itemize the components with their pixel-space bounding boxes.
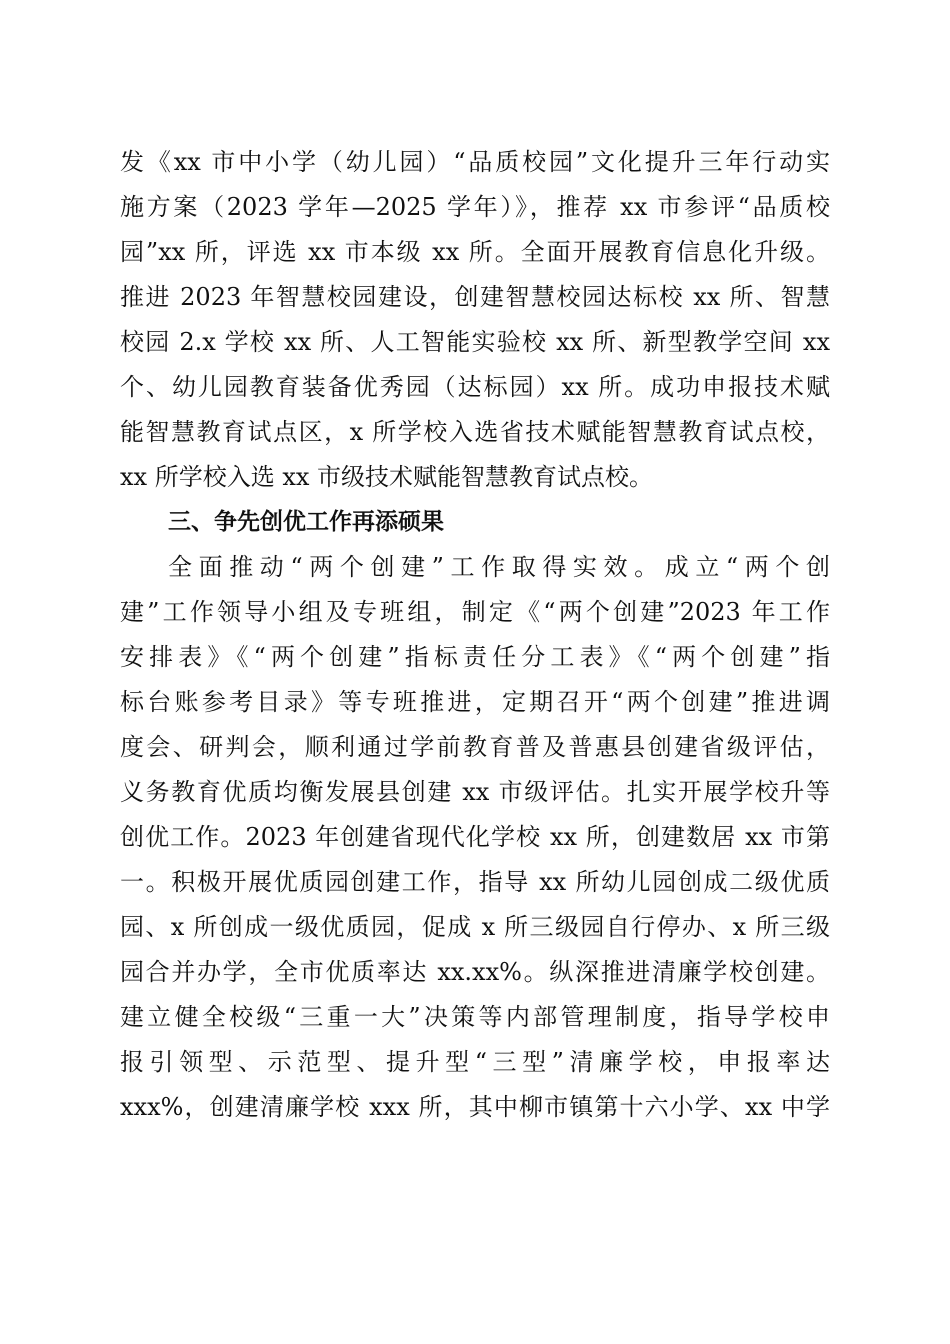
text-line: xxx%，创建清廉学校 xxx 所，其中柳市镇第十六小学、xx 中学 [120, 1093, 830, 1121]
text-line: 发《xx 市中小学（幼儿园）“品质校园”文化提升三年行动实 [120, 148, 830, 176]
paragraph-excellence-creation [120, 545, 830, 1130]
text-line: 施方案（2023 学年—2025 学年）》，推荐 xx 市参评“品质校 [120, 193, 830, 221]
section-heading: 三、争先创优工作再添硕果 [168, 509, 444, 535]
text-line: 标台账参考目录》等专班推进，定期召开“两个创建”推进调 [120, 688, 830, 716]
document-body [120, 140, 830, 1130]
text-line: xx 所学校入选 xx 市级技术赋能智慧教育试点校。 [120, 463, 654, 491]
paragraph-education-informatization [120, 140, 830, 500]
text-line: 园、x 所创成一级优质园，促成 x 所三级园自行停办、x 所三级 [120, 913, 830, 941]
text-line: 园合并办学，全市优质率达 xx.xx%。纵深推进清廉学校创建。 [120, 958, 830, 986]
text-line: 园”xx 所，评选 xx 市本级 xx 所。全面开展教育信息化升级。 [120, 238, 830, 266]
text-line: 校园 2.x 学校 xx 所、人工智能实验校 xx 所、新型教学空间 xx [120, 328, 830, 356]
text-line: 建”工作领导小组及专班组，制定《“两个创建”2023 年工作 [120, 598, 830, 626]
text-line: 安排表》《“两个创建”指标责任分工表》《“两个创建”指 [120, 643, 830, 671]
text-line: 一。积极开展优质园创建工作，指导 xx 所幼儿园创成二级优质 [120, 868, 830, 896]
text-line: 义务教育优质均衡发展县创建 xx 市级评估。扎实开展学校升等 [120, 778, 830, 806]
text-line: 全面推动“两个创建”工作取得实效。成立“两个创 [168, 553, 830, 581]
text-line: 能智慧教育试点区，x 所学校入选省技术赋能智慧教育试点校， [120, 418, 830, 446]
text-line: 报引领型、示范型、提升型“三型”清廉学校，申报率达 [120, 1048, 830, 1076]
text-line: 度会、研判会，顺利通过学前教育普及普惠县创建省级评估， [120, 733, 830, 761]
text-line: 建立健全校级“三重一大”决策等内部管理制度，指导学校申 [120, 1003, 830, 1031]
text-line: 创优工作。2023 年创建省现代化学校 xx 所，创建数居 xx 市第 [120, 823, 830, 851]
text-line: 个、幼儿园教育装备优秀园（达标园）xx 所。成功申报技术赋 [120, 373, 830, 401]
text-line: 推进 2023 年智慧校园建设，创建智慧校园达标校 xx 所、智慧 [120, 283, 830, 311]
